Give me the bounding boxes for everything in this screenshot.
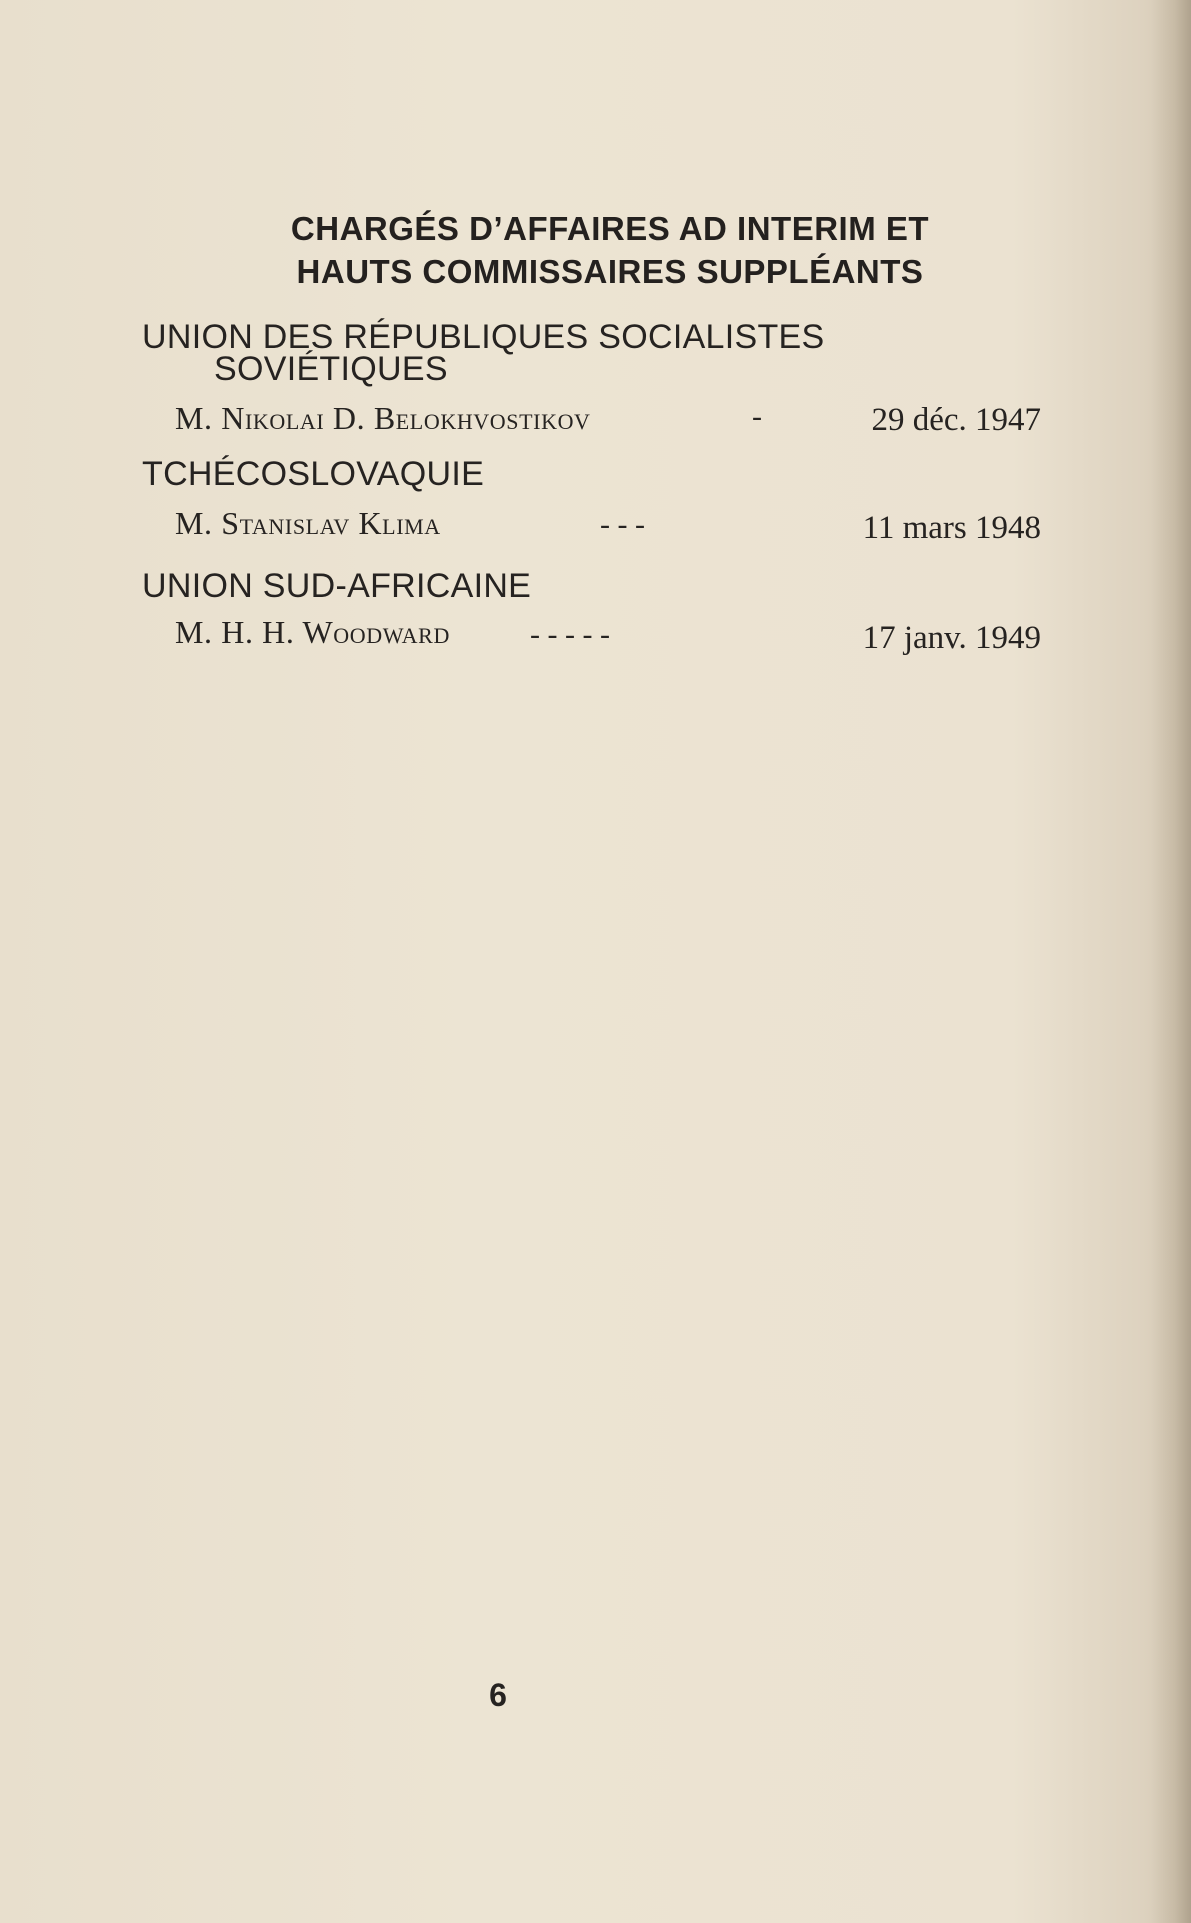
page-spine-shadow bbox=[1151, 0, 1191, 1923]
representative-name: M. Stanislav Klima bbox=[175, 505, 441, 541]
leader-dashes: - bbox=[752, 400, 762, 433]
leader-dashes: - - - bbox=[600, 508, 645, 541]
section-heading-line-2: HAUTS COMMISSAIRES SUPPLÉANTS bbox=[296, 253, 924, 290]
country-name-continued: SOVIÉTIQUES bbox=[214, 350, 448, 388]
country-name: TCHÉCOSLOVAQUIE bbox=[142, 455, 485, 493]
country-name: UNION DES RÉPUBLIQUES SOCIALISTES bbox=[142, 318, 825, 356]
appointment-date: 29 déc. 1947 bbox=[871, 402, 1041, 438]
appointment-date: 17 janv. 1949 bbox=[862, 620, 1041, 656]
leader-dashes: - - - - - bbox=[530, 618, 610, 651]
representative-name: M. H. H. Woodward bbox=[175, 614, 450, 650]
appointment-date: 11 mars 1948 bbox=[862, 510, 1041, 546]
country-name: UNION SUD-AFRICAINE bbox=[142, 567, 532, 605]
representative-name: M. Nikolai D. Belokhvostikov bbox=[175, 400, 591, 436]
page-number: 6 bbox=[489, 1677, 507, 1713]
section-heading-line-1: CHARGÉS D’AFFAIRES AD INTERIM ET bbox=[290, 210, 930, 247]
